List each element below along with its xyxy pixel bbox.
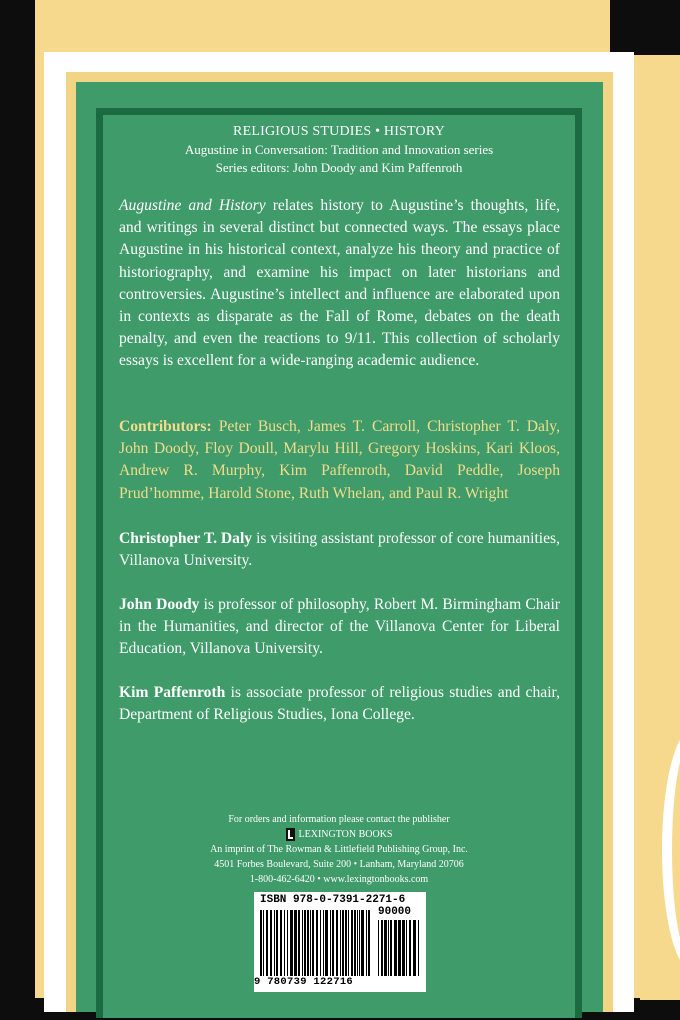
isbn-text: ISBN 978-0-7391-2271-6 <box>260 894 406 906</box>
barcode-bar <box>316 910 318 976</box>
barcode-bar <box>342 910 344 976</box>
barcode-bar <box>325 910 327 976</box>
barcode-bar <box>310 910 311 976</box>
series-header <box>103 123 575 177</box>
spine-edge <box>0 0 35 1020</box>
category-label: RELIGIOUS STUDIES • HISTORY <box>233 124 445 139</box>
barcode-bar <box>354 910 356 976</box>
barcode-bar <box>368 910 370 976</box>
description-text: relates history to Augustine’s thoughts, life, and writings in several distinct but connected ways. The essays place Augustine in his historical context, analyze his theory and practice of historiography, and examine his impact on later historians and controversies. Augustine’s intellect and influence are elaborated upon in contexts as disparate as the Fall of Rome, debates on the death penalty, and even the reactions to 9/11. This collection of scholarly essays is excellent for a wide-ranging academic audience. <box>119 197 560 370</box>
barcode-bar <box>266 910 268 976</box>
barcode-bar <box>312 910 314 976</box>
publisher-group: An imprint of The Rowman & Littlefield Publishing Group, Inc. <box>210 844 468 855</box>
barcode-bar <box>378 920 379 976</box>
series-editors: Series editors: John Doody and Kim Paffenroth <box>215 160 463 175</box>
contributors <box>119 416 560 505</box>
barcode-bar <box>270 910 272 976</box>
barcode-bar <box>260 910 262 976</box>
bio-text: is associate professor of religious studies and chair, Department of Religious Studies, Iona College. <box>119 684 560 724</box>
barcode-bar <box>398 920 399 976</box>
publisher-info <box>103 812 575 887</box>
barcode-bar <box>409 920 411 976</box>
publisher-address: 4501 Forbes Boulevard, Suite 200 • Lanham, Maryland 20706 <box>214 859 464 870</box>
book-title: Augustine and History <box>119 197 266 214</box>
barcode-bar <box>304 910 306 976</box>
bio-name: John Doody <box>119 596 200 613</box>
barcode-bar <box>388 920 389 976</box>
barcode-digits: 9 780739 122716 <box>254 976 354 988</box>
barcode-bar <box>320 910 321 976</box>
barcode-bar <box>332 910 334 976</box>
barcode-bar <box>361 910 363 976</box>
bio-text: is visiting assistant professor of core humanities, Villanova University. <box>119 530 560 570</box>
bio-text: is professor of philosophy, Robert M. Birmingham Chair in the Humanities, and director of the Villanova Center for Liberal Education, Villanova University. <box>119 596 561 658</box>
publisher-phone-web: 1-800-462-6420 • www.lexingtonbooks.com <box>249 874 429 885</box>
barcode-bar <box>263 910 264 976</box>
bio-daly <box>119 528 560 572</box>
imprint-name: LEXINGTON BOOKS <box>298 829 393 840</box>
description <box>119 195 560 373</box>
barcode-bar <box>280 910 282 976</box>
barcode-bar <box>284 910 285 976</box>
barcode-bar <box>323 910 325 976</box>
barcode-bar <box>418 920 419 976</box>
barcode-bar <box>294 910 295 976</box>
barcode-bar <box>351 910 353 976</box>
barcode-bar <box>287 910 289 976</box>
barcode-bars <box>260 910 372 976</box>
barcode-bar <box>394 920 397 976</box>
right-decoration <box>640 100 680 1000</box>
bio-name: Kim Paffenroth <box>119 684 226 701</box>
barcode-addon-bars <box>378 920 420 976</box>
barcode-bar <box>381 920 383 976</box>
barcode-bar <box>384 920 387 976</box>
imprint-row <box>103 827 575 842</box>
publisher-contact: For orders and information please contact the publisher <box>228 814 450 825</box>
barcode-bar <box>399 920 401 976</box>
barcode-bar <box>345 910 347 976</box>
lexington-logo-icon <box>286 828 295 841</box>
barcode-bar <box>390 920 392 976</box>
barcode-bar <box>307 910 309 976</box>
barcode-bar <box>348 910 349 976</box>
barcode-bar <box>274 910 275 976</box>
barcode-bar <box>413 920 416 976</box>
corner-black <box>610 0 680 55</box>
contributors-label: Contributors: <box>119 418 212 435</box>
barcode-bar <box>366 910 367 976</box>
ring-ornament <box>662 730 680 970</box>
barcode-bar <box>298 910 300 976</box>
barcode-bar <box>357 910 358 976</box>
series-title: Augustine in Conversation: Tradition and Innovation series <box>184 142 494 157</box>
bio-paffenroth <box>119 682 560 726</box>
barcode-bar <box>290 910 292 976</box>
bio-doody <box>119 594 560 661</box>
bio-name: Christopher T. Daly <box>119 530 253 547</box>
barcode-bar <box>336 910 338 976</box>
contributors-names: Peter Busch, James T. Carroll, Christopher T. Daly, John Doody, Floy Doull, Marylu Hill, Gregory Hoskins, Kari Kloos, Andrew R. Murphy, Kim Paffenroth, David Peddle, Joseph Prud’homme, Harold Stone, Ruth Whelan, and Paul R. Wright <box>119 418 560 502</box>
barcode-bar <box>276 910 278 976</box>
barcode <box>254 892 426 992</box>
barcode-bar <box>302 910 303 976</box>
barcode-addon-number: 90000 <box>378 906 412 918</box>
barcode-bar <box>359 910 361 976</box>
barcode-bar <box>340 910 341 976</box>
barcode-bar <box>330 910 331 976</box>
barcode-bar <box>406 920 407 976</box>
barcode-bar <box>295 910 297 976</box>
barcode-bar <box>402 920 405 976</box>
